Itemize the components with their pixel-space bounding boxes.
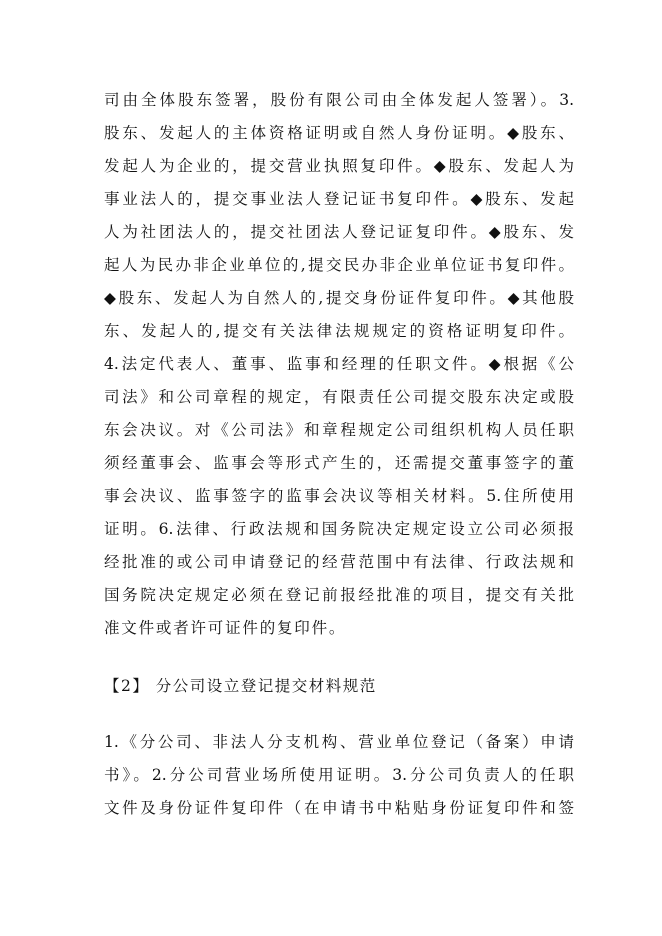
text-line: 国务院决定规定必须在登记前报经批准的项目，提交有关批 [104, 586, 574, 604]
text-line: ◆股东、发起人为自然人的,提交身份证件复印件。◆其他股 [104, 289, 574, 307]
text-line: 书》。2.分公司营业场所使用证明。3.分公司负责人的任职 [104, 766, 574, 784]
section-heading: 【2】 分公司设立登记提交材料规范 [104, 677, 377, 695]
text-line: 发起人为企业的，提交营业执照复印件。◆股东、发起人为 [104, 157, 574, 175]
text-line: 4.法定代表人、董事、监事和经理的任职文件。◆根据《公 [104, 355, 574, 373]
text-line: 司由全体股东签署，股份有限公司由全体发起人签署）。3. [104, 91, 574, 109]
text-line: 事会决议、监事签字的监事会决议等相关材料。5.住所使用 [104, 487, 574, 505]
text-line: 人为社团法人的，提交社团法人登记证复印件。◆股东、发 [104, 223, 574, 241]
text-line: 起人为民办非企业单位的,提交民办非企业单位证书复印件。 [104, 256, 574, 274]
text-line: 股东、发起人的主体资格证明或自然人身份证明。◆股东、 [104, 124, 574, 142]
text-line: 东会决议。对《公司法》和章程规定公司组织机构人员任职 [104, 421, 574, 439]
text-line: 司法》和公司章程的规定，有限责任公司提交股东决定或股 [104, 388, 574, 406]
text-line: 经批准的或公司申请登记的经营范围中有法律、行政法规和 [104, 553, 574, 571]
text-line: 证明。6.法律、行政法规和国务院决定规定设立公司必须报 [104, 520, 574, 538]
text-line: 事业法人的，提交事业法人登记证书复印件。◆股东、发起 [104, 190, 574, 208]
text-line: 准文件或者许可证件的复印件。 [104, 619, 347, 637]
text-line: 文件及身份证件复印件（在申请书中粘贴身份证复印件和签 [104, 799, 574, 817]
text-line: 须经董事会、监事会等形式产生的，还需提交董事签字的董 [104, 454, 574, 472]
text-line: 东、发起人的,提交有关法律法规规定的资格证明复印件。 [104, 322, 574, 340]
text-line: 1.《分公司、非法人分支机构、营业单位登记（备案）申请 [104, 733, 574, 751]
